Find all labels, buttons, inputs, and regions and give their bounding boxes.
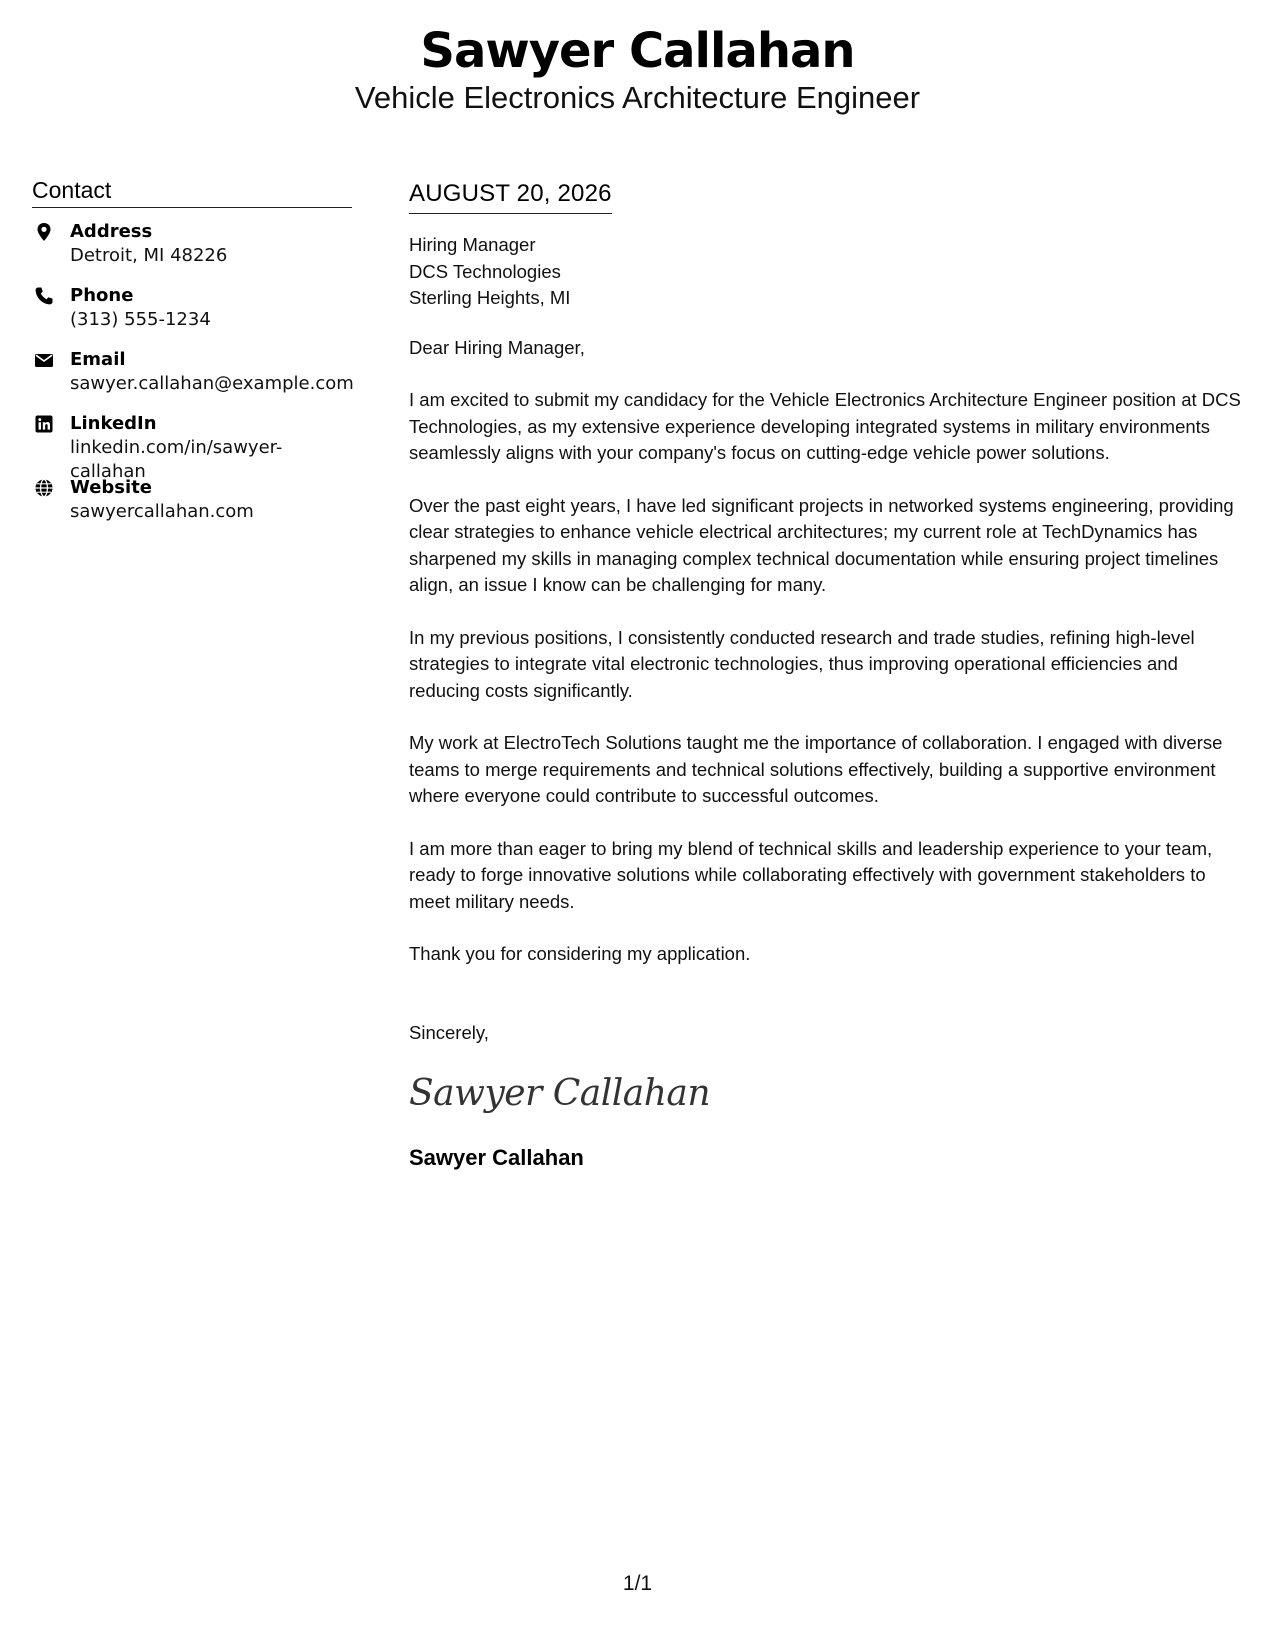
website-value: sawyercallahan.com (70, 501, 254, 522)
contact-item-address (32, 220, 352, 284)
recipient-location: Sterling Heights, MI (409, 287, 571, 308)
map-pin-icon (34, 222, 54, 242)
email-value: sawyer.callahan@example.com (70, 373, 354, 394)
applicant-name: Sawyer Callahan (420, 23, 855, 79)
body-paragraph: Over the past eight years, I have led significant projects in networked systems engineering, providing clear strategies to enhance vehicle electrical architectures; my current role at TechDynamics has sharpened my skills in managing complex technical documentation while ensuring project timelines align, an issue I know can be challenging for many. (409, 494, 1234, 595)
salutation: Dear Hiring Manager, (409, 336, 585, 358)
contact-label: Website (70, 477, 153, 498)
letter-header (0, 22, 1275, 116)
page-number: 1/1 (622, 1572, 653, 1595)
contact-sidebar (32, 176, 352, 540)
body-paragraph: In my previous positions, I consistently conducted research and trade studies, refining high-level strategies to integrate vital electronic technologies, thus improving operational efficiencies and reducing costs significantly. (409, 626, 1195, 701)
contact-label: Address (70, 221, 153, 242)
phone-icon (34, 286, 54, 306)
body-paragraph: I am excited to submit my candidacy for the Vehicle Electronics Architecture Engineer position at DCS Technologies, as my extensive experience developing integrated systems in military environments seamlessly aligns with your company's focus on cutting-edge vehicle power solutions. (409, 389, 1241, 463)
body-paragraph: My work at ElectroTech Solutions taught me the importance of collaboration. I engaged with diverse teams to merge requirements and technical solutions effectively, building a supportive environment where everyone could contribute to successful outcomes. (409, 732, 1223, 806)
recipient-title: Hiring Manager (409, 234, 536, 255)
handwritten-signature: Sawyer Callahan (409, 1073, 711, 1114)
address-value: Detroit, MI 48226 (70, 245, 228, 266)
signer-name: Sawyer Callahan (409, 1145, 584, 1170)
body-paragraph: I am more than eager to bring my blend of technical skills and leadership experience to your team, ready to forge innovative solutions while collaborating effectively with government stakeholders to meet military needs. (409, 837, 1213, 912)
envelope-icon (34, 350, 54, 370)
contact-item-website (32, 476, 352, 540)
body-paragraph: Thank you for considering my application. (409, 943, 751, 964)
applicant-job-title: Vehicle Electronics Architecture Engineer (354, 80, 921, 115)
contact-label: Email (70, 349, 126, 370)
recipient-block (409, 232, 1249, 312)
globe-icon (34, 478, 54, 498)
contact-item-phone (32, 284, 352, 348)
contact-item-linkedin (32, 412, 352, 482)
phone-value: (313) 555-1234 (70, 309, 211, 330)
contact-label: LinkedIn (70, 413, 157, 434)
letter-body (409, 178, 1249, 1172)
letter-date: AUGUST 20, 2026 (409, 178, 612, 214)
recipient-company: DCS Technologies (409, 260, 561, 282)
contact-item-email (32, 348, 352, 412)
contact-heading: Contact (32, 176, 352, 208)
contact-label: Phone (70, 285, 134, 306)
linkedin-icon (34, 414, 54, 434)
linkedin-value: linkedin.com/in/sawyer-callahan (70, 437, 283, 482)
closing: Sincerely, (409, 1021, 489, 1043)
